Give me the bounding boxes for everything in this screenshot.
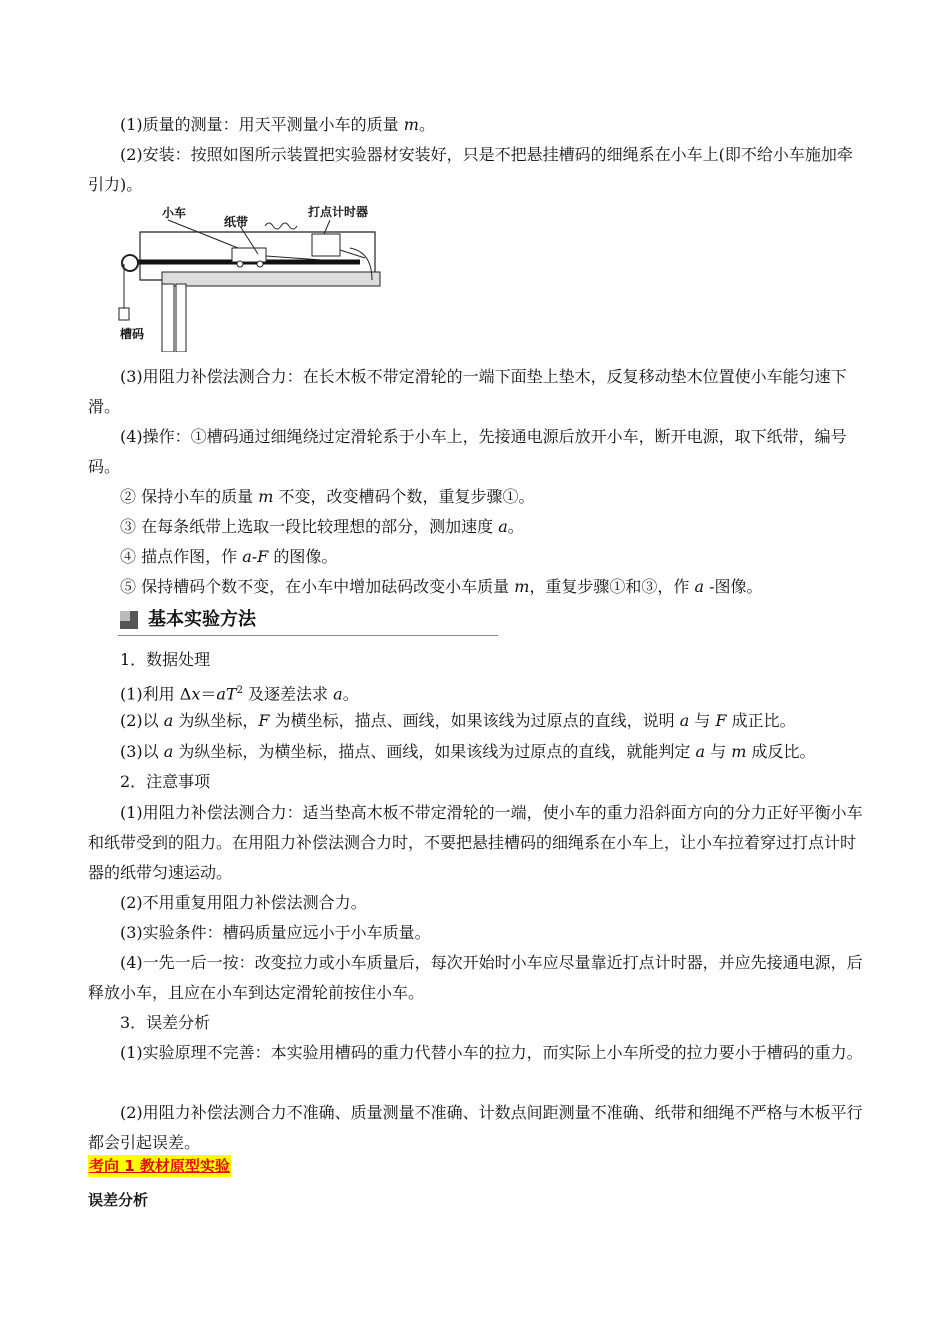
step-2-install: (2)安装：按照如图所示装置把实验器材安装好，只是不把悬挂槽码的细绳系在小车上(即不给小车施加牵引力)。 xyxy=(88,145,853,194)
step-1-mass: (1)质量的测量：用天平测量小车的质量 m。 xyxy=(120,115,435,134)
error-2: (2)用阻力补偿法测合力不准确、质量测量不准确、计数点间距测量不准确、纸带和细绳不严格与木板平行都会引起误差。 xyxy=(88,1103,863,1152)
note-1: (1)用阻力补偿法测合力：适当垫高木板不带定滑轮的一端，使小车的重力沿斜面方向的分力正好平衡小车和纸带受到的阻力。在用阻力补偿法测合力时，不要把悬挂槽码的细绳系在小车上，让小车拉着穿过打点计时器的纸带匀速运动。 xyxy=(88,803,863,882)
apparatus-figure xyxy=(110,200,410,352)
step-4-5: ⑤ 保持槽码个数不变，在小车中增加砝码改变小车质量 m，重复步骤①和③，作 a -图像。 xyxy=(120,577,763,596)
step-4-3: ③ 在每条纸带上选取一段比较理想的部分，测加速度 a。 xyxy=(120,517,524,536)
note-2: (2)不用重复用阻力补偿法测合力。 xyxy=(120,893,367,912)
apparatus-diagram xyxy=(110,200,410,352)
label-weight: 槽码 xyxy=(120,327,145,341)
heading-notes: 2．注意事项 xyxy=(120,772,211,791)
error-1: (1)实验原理不完善：本实验用槽码的重力代替小车的拉力，而实际上小车所受的拉力要小于槽码的重力。 xyxy=(120,1043,863,1062)
step-3-balance: (3)用阻力补偿法测合力：在长木板不带定滑轮的一端下面垫上垫木，反复移动垫木位置使小车能匀速下滑。 xyxy=(88,367,847,416)
note-3: (3)实验条件：槽码质量应远小于小车质量。 xyxy=(120,923,431,942)
data-2: (2)以 a 为纵坐标，F 为横坐标，描点、画线，如果该线为过原点的直线，说明 a 与 F 成正比。 xyxy=(120,711,796,730)
label-paper-tape: 纸带 xyxy=(224,215,249,229)
data-3: (3)以 a 为纵坐标，为横坐标，描点、画线，如果该线为过原点的直线，就能判定 a 与 m 成反比。 xyxy=(120,742,816,761)
data-1: (1)利用 $\Delta x=aT^2$ 及逐差法求 a。 xyxy=(120,684,359,704)
step-4-operate: (4)操作：①槽码通过细绳绕过定滑轮系于小车上，先接通电源后放开小车，断开电源，取下纸带，编号码。 xyxy=(88,427,847,476)
section-heading xyxy=(118,606,498,636)
label-timer: 打点计时器 xyxy=(308,205,369,219)
step-4-4: ④ 描点作图，作 a-F 的图像。 xyxy=(120,547,338,566)
topic-tag: 考向 1 教材原型实验 xyxy=(89,1157,230,1175)
heading-error-analysis: 3．误差分析 xyxy=(120,1013,211,1032)
step-4-2: ② 保持小车的质量 m 不变，改变槽码个数，重复步骤①。 xyxy=(120,487,535,506)
subheading: 误差分析 xyxy=(88,1191,149,1209)
label-car: 小车 xyxy=(162,206,187,220)
heading-data-processing: 1．数据处理 xyxy=(120,650,211,669)
section-title: 基本实验方法 xyxy=(148,609,256,630)
note-4: (4)一先一后一按：改变拉力或小车质量后，每次开始时小车应尽量靠近打点计时器，并应先接通电源，后释放小车，且应在小车到达定滑轮前按住小车。 xyxy=(88,953,863,1002)
